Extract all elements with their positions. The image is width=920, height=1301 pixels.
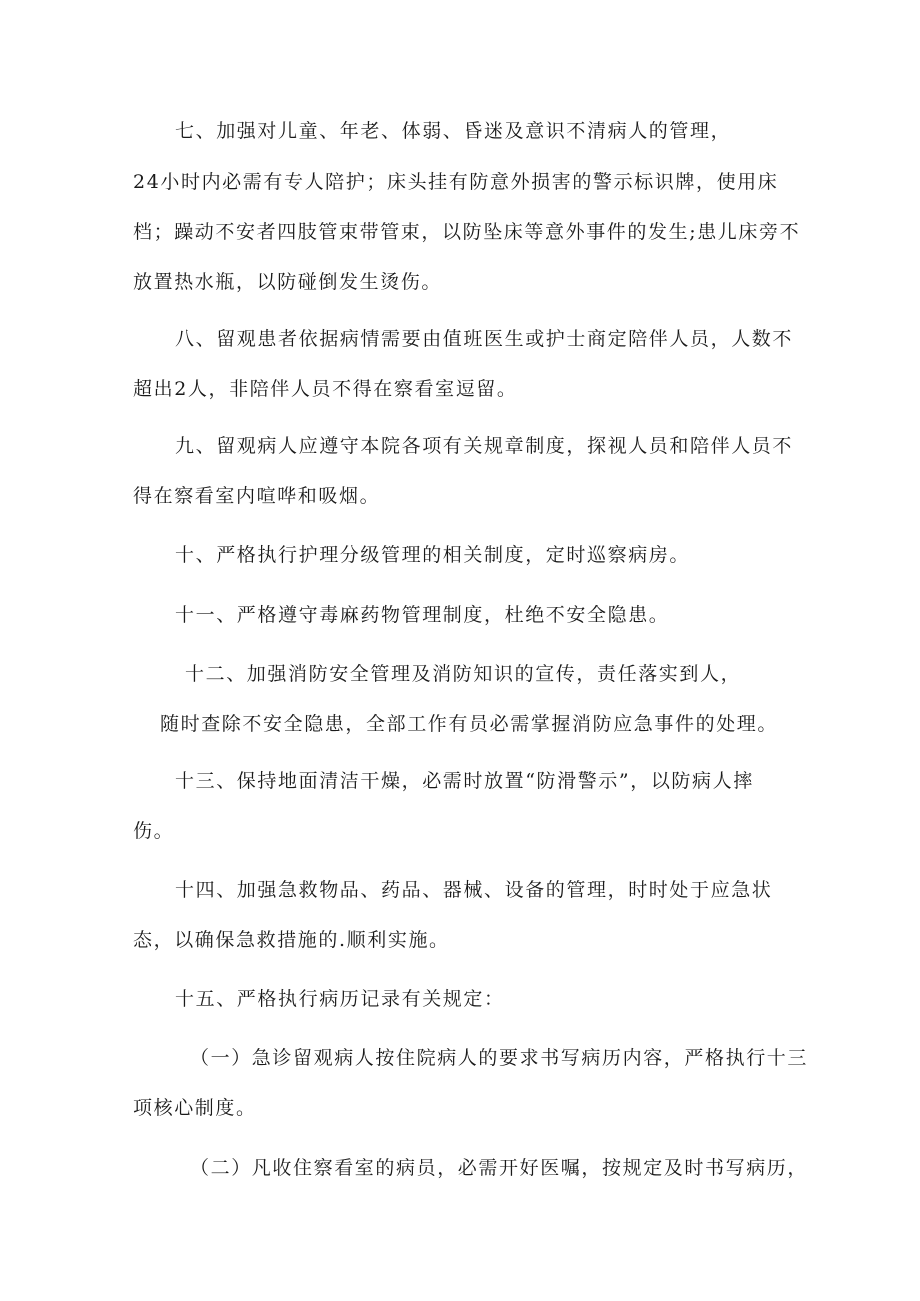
paragraph-7-line-4: 放置热水瓶，以防碰倒发生烫伤。 xyxy=(133,271,443,293)
paragraph-12-line-1: 十二、加强消防安全管理及消防知识的宣传，责任落实到人， xyxy=(185,663,742,685)
paragraph-9-line-1: 九、留观病人应遵守本院各项有关规章制度，探视人员和陪伴人员不 xyxy=(175,435,794,457)
paragraph-7-line-1: 七、加强对儿童、年老、体弱、昏迷及意识不清病人的管理， xyxy=(175,120,732,142)
paragraph-15-1-line-2: 项核心制度。 xyxy=(133,1097,257,1119)
paragraph-14-line-1: 十四、加强急救物品、药品、器械、设备的管理，时时处于应急状 xyxy=(175,879,773,901)
paragraph-7-line-2: 24小时内必需有专人陪护；床头挂有防意外损害的警示标识牌，使用床 xyxy=(133,171,779,193)
paragraph-15-1-line-1: （一）急诊留观病人按住院病人的要求书写病历内容，严格执行十三 xyxy=(190,1047,809,1069)
paragraph-13-line-1: 十三、保持地面清洁干燥，必需时放置“防滑警示”，以防病人摔 xyxy=(175,770,754,792)
paragraph-8-line-1: 八、留观患者依据病情需要由值班医生或护士商定陪伴人员，人数不 xyxy=(175,328,794,350)
paragraph-13-line-2: 伤。 xyxy=(133,820,175,842)
paragraph-15-2-line-1: （二）凡收住察看室的病员，必需开好医嘱，按规定及时书写病历， xyxy=(190,1157,809,1179)
paragraph-8-line-2: 超出2人，非陪伴人员不得在察看室逗留。 xyxy=(133,378,518,400)
paragraph-9-line-2: 得在察看室内喧哗和吸烟。 xyxy=(133,485,381,507)
paragraph-15-line-1: 十五、严格执行病历记录有关规定： xyxy=(175,988,505,1010)
paragraph-11-line-1: 十一、严格遵守毒麻药物管理制度，杜绝不安全隐患。 xyxy=(175,604,670,626)
paragraph-7-line-3: 档；躁动不安者四肢管束带管束，以防坠床等意外事件的发生;患儿床旁不 xyxy=(133,221,801,243)
paragraph-10-line-1: 十、严格执行护理分级管理的相关制度，定时巡察病房。 xyxy=(175,544,691,566)
paragraph-12-line-2: 随时查除不安全隐患，全部工作有员必需掌握消防应急事件的处理。 xyxy=(160,713,779,735)
paragraph-14-line-2: 态，以确保急救措施的.顺利实施。 xyxy=(133,929,450,951)
